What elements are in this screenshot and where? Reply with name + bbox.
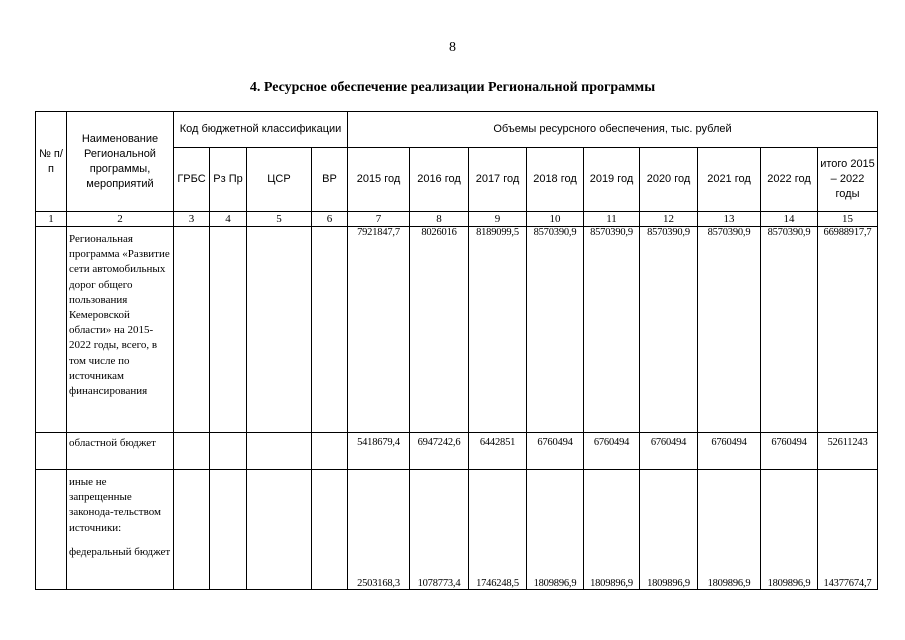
other-sources-label: иные не запрещенные законода-тельством источники: <box>69 476 161 534</box>
resource-table <box>35 111 878 590</box>
column-number: 1 <box>36 212 67 227</box>
column-number: 13 <box>698 212 761 227</box>
column-number: 10 <box>527 212 584 227</box>
value-cell: 8570390,9 <box>698 227 761 433</box>
value-cell: 6760494 <box>527 433 584 470</box>
table-row <box>36 470 878 590</box>
value-cell: 52611243 <box>818 433 878 470</box>
value-cell: 8570390,9 <box>584 227 640 433</box>
header-year-2022: 2022 год <box>761 148 818 212</box>
header-year-2015: 2015 год <box>348 148 410 212</box>
header-year-2019: 2019 год <box>584 148 640 212</box>
row-num-cell <box>36 433 67 470</box>
federal-budget-label: федеральный бюджет <box>69 545 171 558</box>
row-num-cell <box>36 470 67 590</box>
code-cell <box>312 470 348 590</box>
value-cell: 14377674,7 <box>818 470 878 590</box>
header-year-2020: 2020 год <box>640 148 698 212</box>
header-num: № п/п <box>36 112 67 212</box>
row-name <box>67 470 174 590</box>
header-year-2016: 2016 год <box>410 148 469 212</box>
row-name: Региональная программа «Развитие сети автомобильных дорог общего пользования Кемеровской области» на 2015-2022 годы, всего, в том числе по источникам финансирования <box>67 227 174 433</box>
column-number: 3 <box>174 212 210 227</box>
header-csr: ЦСР <box>247 148 312 212</box>
value-cell: 6760494 <box>698 433 761 470</box>
header-name: Наименование Региональной программы, мероприятий <box>67 112 174 212</box>
value-cell: 6442851 <box>469 433 527 470</box>
code-cell <box>247 433 312 470</box>
header-vr: ВР <box>312 148 348 212</box>
header-rzpr: Рз Пр <box>210 148 247 212</box>
row-num-cell <box>36 227 67 433</box>
code-cell <box>210 433 247 470</box>
value-cell: 66988917,7 <box>818 227 878 433</box>
code-cell <box>174 470 210 590</box>
header-year-2017: 2017 год <box>469 148 527 212</box>
column-number: 12 <box>640 212 698 227</box>
table-row <box>36 227 878 433</box>
value-cell: 8570390,9 <box>761 227 818 433</box>
header-year-2021: 2021 год <box>698 148 761 212</box>
column-number: 2 <box>67 212 174 227</box>
code-cell <box>312 227 348 433</box>
value-cell: 2503168,3 <box>348 470 410 590</box>
column-number: 6 <box>312 212 348 227</box>
column-number: 4 <box>210 212 247 227</box>
page-number: 8 <box>449 40 456 55</box>
code-cell <box>210 227 247 433</box>
value-cell: 6760494 <box>640 433 698 470</box>
column-number: 9 <box>469 212 527 227</box>
code-cell <box>174 227 210 433</box>
header-volume-group: Объемы ресурсного обеспечения, тыс. рублей <box>348 112 878 148</box>
header-grbs: ГРБС <box>174 148 210 212</box>
column-number: 7 <box>348 212 410 227</box>
table-row <box>36 433 878 470</box>
value-cell: 1809896,9 <box>640 470 698 590</box>
value-cell: 8570390,9 <box>640 227 698 433</box>
value-cell: 5418679,4 <box>348 433 410 470</box>
code-cell <box>174 433 210 470</box>
value-cell: 8570390,9 <box>527 227 584 433</box>
code-cell <box>247 470 312 590</box>
code-cell <box>312 433 348 470</box>
value-cell: 1809896,9 <box>527 470 584 590</box>
column-number: 14 <box>761 212 818 227</box>
code-cell <box>210 470 247 590</box>
header-total: итого 2015 – 2022 годы <box>818 148 878 212</box>
row-name: областной бюджет <box>67 433 174 470</box>
code-cell <box>247 227 312 433</box>
value-cell: 6947242,6 <box>410 433 469 470</box>
header-year-2018: 2018 год <box>527 148 584 212</box>
value-cell: 7921847,7 <box>348 227 410 433</box>
value-cell: 1809896,9 <box>698 470 761 590</box>
value-cell: 6760494 <box>584 433 640 470</box>
column-number: 5 <box>247 212 312 227</box>
column-number: 8 <box>410 212 469 227</box>
column-number: 11 <box>584 212 640 227</box>
value-cell: 8026016 <box>410 227 469 433</box>
column-number-row <box>36 212 878 227</box>
value-cell: 1809896,9 <box>584 470 640 590</box>
section-title: 4. Ресурсное обеспечение реализации Региональной программы <box>249 80 656 95</box>
value-cell: 1809896,9 <box>761 470 818 590</box>
header-code-group: Код бюджетной классификации <box>174 112 348 148</box>
value-cell: 1078773,4 <box>410 470 469 590</box>
column-number: 15 <box>818 212 878 227</box>
value-cell: 6760494 <box>761 433 818 470</box>
value-cell: 8189099,5 <box>469 227 527 433</box>
value-cell: 1746248,5 <box>469 470 527 590</box>
